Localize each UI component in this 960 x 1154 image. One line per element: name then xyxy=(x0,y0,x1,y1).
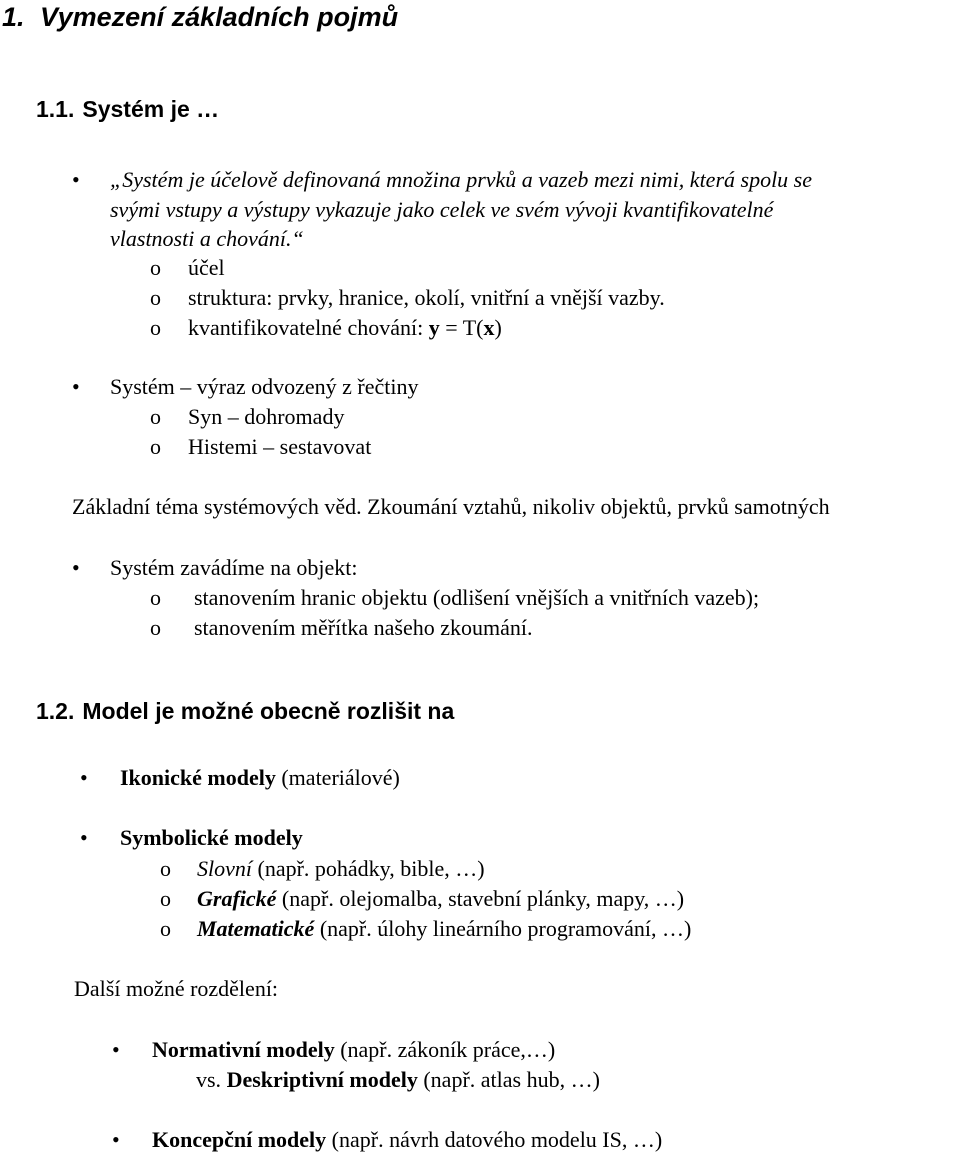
topic-line: Základní téma systémových věd. Zkoumání vztahů, nikoliv objektů, prvků samotných xyxy=(72,494,830,519)
normative-models xyxy=(152,1039,555,1061)
formula-label: kvantifikovatelné chování: xyxy=(188,315,429,340)
descriptive-models xyxy=(196,1069,600,1091)
subitem-scale: stanovením měřítka našeho zkoumání. xyxy=(194,615,533,640)
other-division-label: Další možné rozdělení: xyxy=(74,976,279,1001)
conceptual-models-name: Koncepční modely xyxy=(152,1127,327,1152)
normative-models-name: Normativní modely xyxy=(152,1037,335,1062)
graphic-name: Grafické xyxy=(197,886,277,911)
vs-text: vs. xyxy=(196,1067,227,1092)
definition-line-3: vlastnosti a chování.“ xyxy=(110,226,304,251)
bullet-glyph: • xyxy=(72,167,80,192)
definition-line-2: svými vstupy a výstupy vykazuje jako celek ve svém vývoji kvantifikovatelné xyxy=(110,197,774,222)
subitem-purpose: účel xyxy=(188,255,225,280)
section-title: Model je možné obecně rozlišit na xyxy=(82,698,455,724)
iconic-models-name: Ikonické modely xyxy=(120,765,276,790)
section-number: 1.2. xyxy=(36,698,75,724)
bullet-glyph: • xyxy=(72,555,80,580)
symbolic-models-name: Symbolické modely xyxy=(120,825,303,850)
chapter-number: 1. xyxy=(2,2,25,32)
circle-bullet: o xyxy=(150,585,161,610)
bullet-glyph: • xyxy=(112,1127,120,1152)
circle-bullet: o xyxy=(160,916,171,941)
introduce-text: Systém zavádíme na objekt: xyxy=(110,555,358,580)
iconic-models xyxy=(120,767,400,789)
normative-models-note: (např. zákoník práce,…) xyxy=(334,1037,556,1062)
descriptive-models-name: Deskriptivní modely xyxy=(226,1067,418,1092)
formula-y: y xyxy=(428,315,440,340)
symbolic-subitem-graphic xyxy=(197,888,684,910)
chapter-heading xyxy=(2,4,398,31)
definition-line-1: „Systém je účelově definovaná množina prvků a vazeb mezi nimi, která spolu se xyxy=(110,167,813,192)
conceptual-models xyxy=(152,1129,662,1151)
verbal-name: Slovní xyxy=(197,856,252,881)
subitem-structure: struktura: prvky, hranice, okolí, vnitřní a vnější vazby. xyxy=(188,285,665,310)
math-note: (např. úlohy lineárního programování, …) xyxy=(314,916,692,941)
circle-bullet: o xyxy=(150,285,161,310)
symbolic-subitem-verbal xyxy=(197,858,485,880)
circle-bullet: o xyxy=(160,886,171,911)
conceptual-models-note: (např. návrh datového modelu IS, …) xyxy=(326,1127,663,1152)
graphic-note: (např. olejomalba, stavební plánky, mapy, …) xyxy=(276,886,685,911)
subitem-syn: Syn – dohromady xyxy=(188,404,345,429)
subitem-boundaries: stanovením hranic objektu (odlišení vnějších a vnitřních vazeb); xyxy=(194,585,760,610)
formula-close: ) xyxy=(494,315,502,340)
subitem-histemi: Histemi – sestavovat xyxy=(188,434,372,459)
subitem-formula xyxy=(188,317,502,339)
verbal-note: (např. pohádky, bible, …) xyxy=(252,856,485,881)
symbolic-subitem-math xyxy=(197,918,691,940)
descriptive-models-note: (např. atlas hub, …) xyxy=(417,1067,600,1092)
bullet-glyph: • xyxy=(80,825,88,850)
etymology-text: Systém – výraz odvozený z řečtiny xyxy=(110,374,419,399)
circle-bullet: o xyxy=(150,434,161,459)
circle-bullet: o xyxy=(150,315,161,340)
math-name: Matematické xyxy=(197,916,315,941)
section-number: 1.1. xyxy=(36,96,75,122)
bullet-glyph: • xyxy=(80,765,88,790)
chapter-title: Vymezení základních pojmů xyxy=(40,2,399,32)
bullet-glyph: • xyxy=(112,1037,120,1062)
section-title: Systém je … xyxy=(82,96,220,122)
bullet-glyph: • xyxy=(72,374,80,399)
formula-x: x xyxy=(483,315,495,340)
circle-bullet: o xyxy=(160,856,171,881)
circle-bullet: o xyxy=(150,404,161,429)
iconic-models-note: (materiálové) xyxy=(275,765,400,790)
section-heading-1-2 xyxy=(36,700,454,723)
formula-eq: = T( xyxy=(439,315,484,340)
circle-bullet: o xyxy=(150,615,161,640)
section-heading-1-1 xyxy=(36,98,219,121)
circle-bullet: o xyxy=(150,255,161,280)
